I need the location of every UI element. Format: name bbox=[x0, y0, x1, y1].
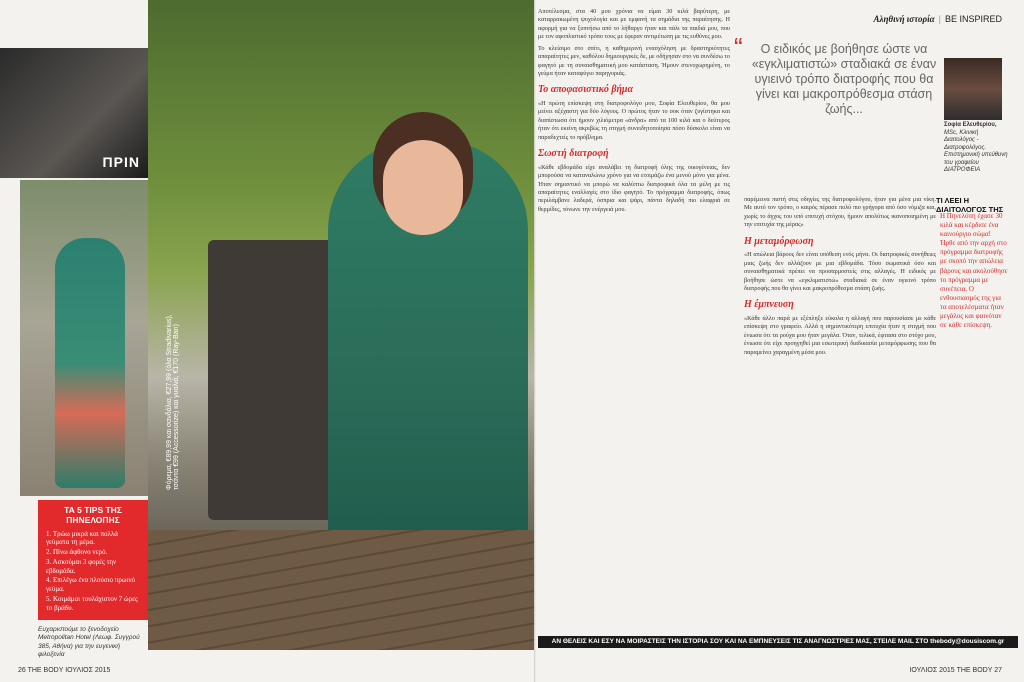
article-column-2 bbox=[744, 196, 936, 626]
outfit-caption: Φόρεμα, €89,99 και σανδάλια, €27,99 (όλα Stradivarius), τσάντα €99 (Accessorize) και γυαλιά, €170 (Ray-Ban) bbox=[166, 314, 180, 490]
paragraph: «Η απώλεια βάρους δεν είναι υπόθεση ενός μήνα. Οι διατροφικές συνήθειες μιας ζωής δεν αλλάζουν με μια εβδομάδα. Τόσο σωματικά όσο και συναισθηματικά πρέπει να προσαρμοστείς στις αλλαγές. Η ειδικός με βοήθησε ώστε να «εγκλιματιστώ» σταδιακά σε έναν υγιεινό τρόπο διατροφής που θα γίνει και μακροπρόθεσμα στάση ζωής. bbox=[744, 251, 936, 292]
thanks-note: Ευχαριστούμε το ξενοδοχείο Metropolitan Hotel (Λεωφ. Συγγρού 385, Αθήνα) για την ευγενική φιλοξενία bbox=[38, 626, 140, 659]
category-label: Αληθινή ιστορία bbox=[873, 14, 935, 24]
expert-caption bbox=[944, 122, 1008, 175]
paragraph: παρέμεινα πιστή στις οδηγίες της διατροφολόγου, ήταν για μένα μια νίκη. Με αυτό τον τρόπο, ο καιρός πέρασε πολύ πιο γρήγορα από όσο νόμιζα και, χωρίς το άγχος του υπό επιτυχή στόχου, ήμουν απολύτως ικανοποιημένη με την επιτυχία της μέρας» bbox=[744, 196, 936, 229]
paragraph: «Κάθε εβδομάδα είχε αναλάβει τη διατροφή όλης της οικογένειας, δεν μπορούσα να καταναλώνω χρόνο για να ετοιμάζω ένα μενού μόνο για μένα. Ήταν σημαντικό να μπορώ να καλύπτω διατροφικά όλα τα μέλη με τις απαραίτητες εναλλαγές στο ίδιο φαγητό. Το πρόγραμμα διατροφής, όπως περιλάμβανε λαδερά, όσπρια και ψάρι, πάντα δηλαδή πιο ελαφριά σε θερμίδες, τόνωνε την ενέργειά μου. bbox=[538, 163, 730, 213]
before-label: ΠΡΙΝ bbox=[102, 154, 140, 170]
gutter bbox=[534, 0, 536, 682]
hero-deck bbox=[148, 530, 534, 650]
subheading: Η έμπνευση bbox=[744, 299, 794, 311]
subheading: Σωστή διατροφή bbox=[538, 148, 609, 160]
contact-banner: ΑΝ ΘΕΛΕΙΣ ΚΑΙ ΕΣΥ ΝΑ ΜΟΙΡΑΣΤΕΙΣ ΤΗΝ ΙΣΤΟΡΙΑ ΣΟΥ ΚΑΙ ΝΑ ΕΜΠΝΕΥΣΕΙΣ ΤΙΣ ΑΝΑΓΝΩΣΤΡΙΕΣ ΜΑΣ, ΣΤΕΙΛΕ MAIL ΣΤΟ thebody@dousiscom.gr bbox=[538, 636, 1018, 648]
paragraph: Το κλείσιμο στο σπίτι, η καθημερινή ενασχόληση με δραστηριότητες απαραίτητες μεν, καθόλου δημιουργικές δε, με οδήγησαν στο να συνδέσω το φαγητό με τη συναισθηματική μου κατάσταση. Ήμουν στενοχωρημένη, το γεύμα ήταν καταφύγιο παρηγοριάς. bbox=[538, 44, 730, 77]
article-column-1 bbox=[538, 8, 730, 628]
subheading: Το αποφασιστικό βήμα bbox=[538, 84, 634, 96]
pull-quote: “ Ο ειδικός με βοήθησε ώστε να «εγκλιματιστώ» σταδιακά σε έναν υγιεινό τρόπο διατροφής που θα γίνει και μακροπρόθεσμα στάση ζωής... bbox=[744, 42, 944, 117]
expert-name: Σοφία Ελευθερίου, bbox=[944, 122, 997, 128]
subheading: Η μεταμόρφωση bbox=[744, 235, 814, 247]
after-photo-figure bbox=[55, 238, 125, 488]
paragraph: Αποτέλεσμα, στα 40 μου χρόνια να είμαι 30 κιλά βαρύτερη, με καταρρακωμένη ψυχολογία και με εμφανή τα σημάδια της παραίτησης. Η αφορμή για να ξυπνήσω από το λήθαργο ήταν και πάλι τα παιδιά μου, που με τον αφοπλιστικό τρόπο τους με έφεραν αντιμέτωπη με τις ευθύνες μου. bbox=[538, 8, 730, 41]
tip-item: 5. Κοιμάμαι τουλάχιστον 7 ώρες το βράδυ. bbox=[46, 594, 138, 612]
folio-left: 26 THE BODY ΙΟΥΛΙΟΣ 2015 bbox=[18, 667, 111, 674]
tip-item: 1. Τρώω μικρά και πολλά γεύματα τη μέρα. bbox=[46, 529, 118, 547]
tip-item: 3. Ασκούμαι 3 φορές την εβδομάδα. bbox=[46, 557, 117, 575]
tip-item: 4. Επιλέγω ένα πλούσιο πρωινό γεύμα. bbox=[46, 576, 135, 594]
expert-photo bbox=[944, 58, 1002, 120]
tip-item: 2. Πίνω άφθονο νερό. bbox=[46, 548, 108, 557]
before-photo bbox=[0, 48, 148, 178]
section-header: Αληθινή ιστορία | BE INSPIRED bbox=[873, 14, 1002, 24]
hero-face bbox=[383, 140, 463, 235]
hero-photo bbox=[148, 0, 534, 650]
paragraph: «Κάθε άλλο παρά με εξέπληξε εύκολα η αλλαγή που παρουσίασε με κάθε επίσκεψη στο γραφείο. Αλλά η σημαντικότερη επιτυχία ήταν η στιγμή που ένιωσα ότι τα ρούχα μου ήταν μεγάλα. Όταν, τελικά, έφτασα στο στόχο μου, ένιωσα ότι είχε προηγηθεί μια εσωτερική διαδικασία μεταμόρφωσης που θα παραμείνει χαραγμένη μέσα μου. bbox=[744, 314, 936, 356]
paragraph: «Η πρώτη επίσκεψη στη διατροφολόγο μου, Σοφία Ελευθερίου, θα μου μείνει αξέχαστη για δύο λόγους. Ο πρώτος ήταν το σοκ όταν ζυγίστηκα και διαπίστωσα ότι ήμουν χιλιόμετρα «άνδρα» από τα 100 κιλά και ο δεύτερος ήταν ότι εκείνη ακριβώς τη στιγμή συνειδητοποίησα πόσο δύσκολο είναι να παραδεχτείς το πρόβλημα. bbox=[538, 99, 730, 141]
folio-right: ΙΟΥΛΙΟΣ 2015 THE BODY 27 bbox=[909, 667, 1002, 674]
tips-list bbox=[46, 530, 140, 613]
expert-credentials: MSc, Κλινική Διαιτολόγος - Διατροφολόγος. Επιστημονική υπεύθυνη του γραφείου ΔΙΑΤΡΟΦΕΙΑ bbox=[944, 129, 1008, 173]
tips-box bbox=[38, 500, 148, 620]
tips-title: ΤΑ 5 TIPS ΤΗΣ ΠΗΝΕΛΟΠΗΣ bbox=[64, 505, 122, 525]
dietitian-box-text: Η Πηνελόπη έχασε 30 κιλά και κέρδισε ένα καινούργιο σώμα! Ήρθε από την αρχή στο πρόγραμμα διατροφής με σκοπό την απώλεια βάρους και ακολούθησε το πρόγραμμα με συνέπεια. Ο ενθουσιασμός της για τα αποτελέσματα ήταν μεγάλος και φαινόταν σε κάθε επίσκεψη. bbox=[940, 212, 1008, 330]
section-label: BE INSPIRED bbox=[944, 14, 1002, 24]
dietitian-box-title: ΤΙ ΛΕΕΙ Η ΔΙΑΙΤΟΛΟΓΟΣ ΤΗΣ bbox=[936, 196, 1004, 214]
